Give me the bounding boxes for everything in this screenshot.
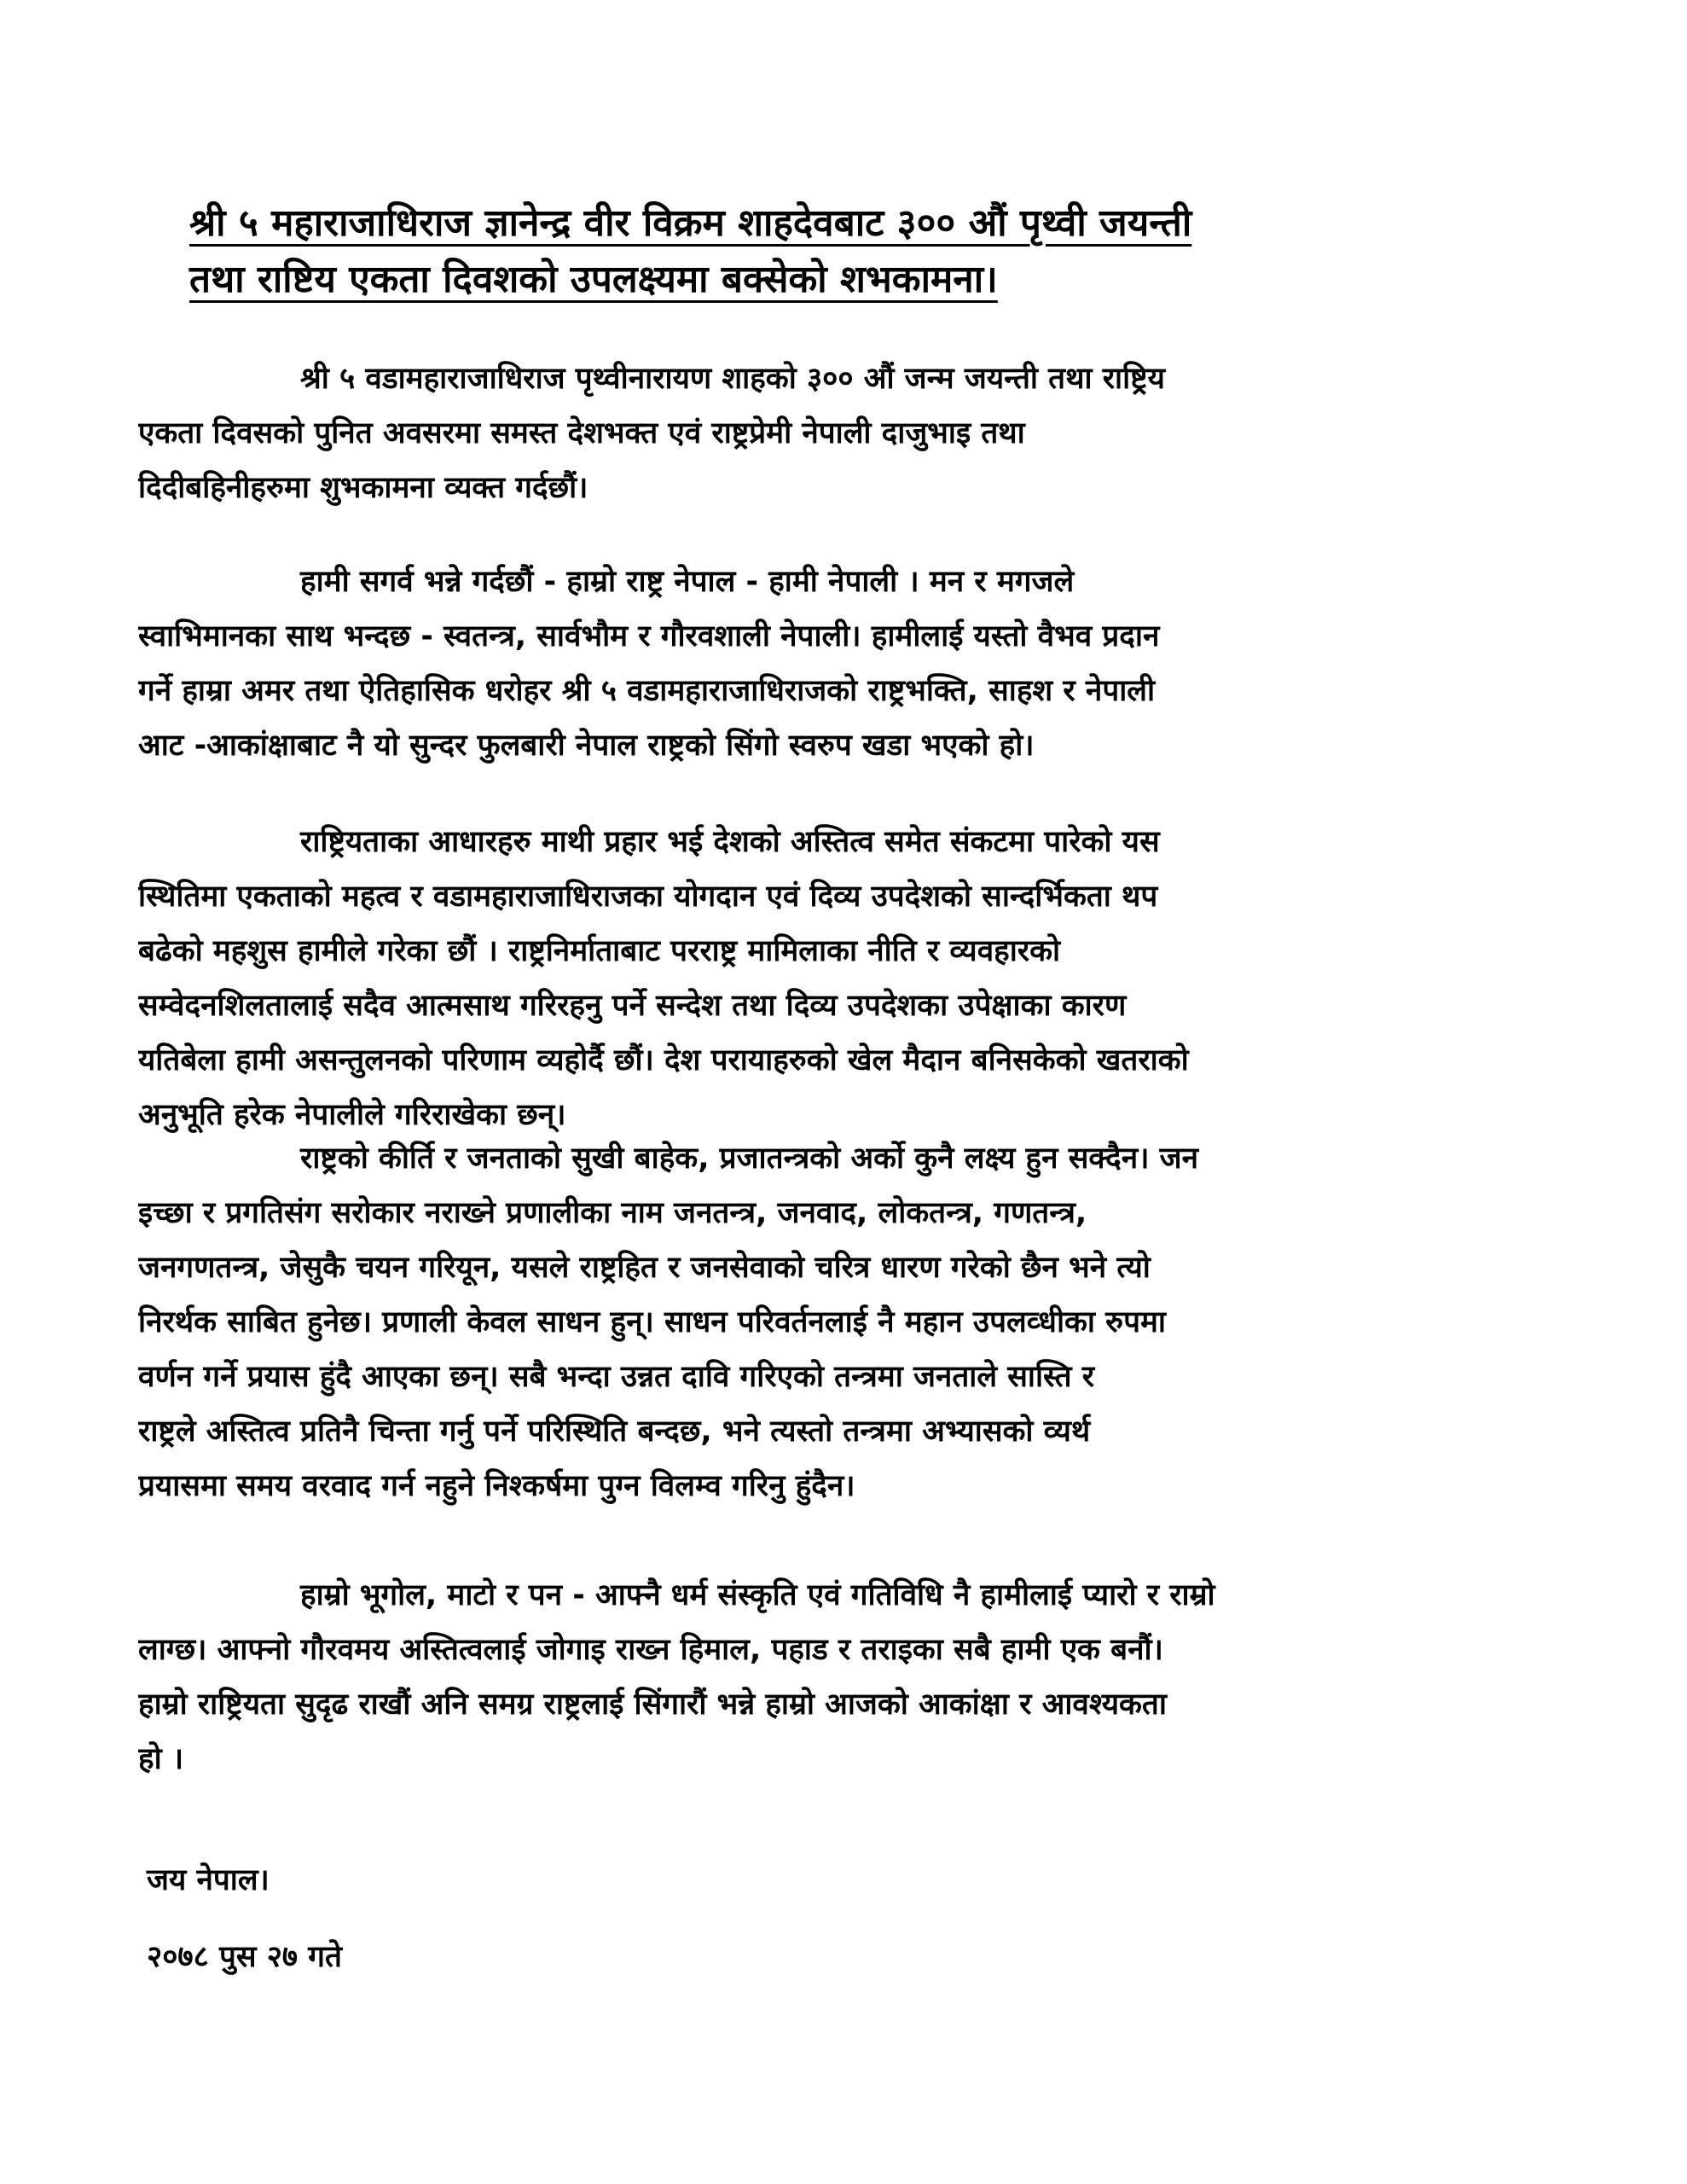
paragraph-line: प्रयासमा समय वरवाद गर्न नहुने निश्कर्षमा पुग्न विलम्व गरिनु हुंदैन। <box>138 1469 855 1503</box>
paragraph-line: हो । <box>138 1742 184 1776</box>
paragraph-line: निरर्थक साबित हुनेछ। प्रणाली केवल साधन हुन्। साधन परिवर्तनलाई नै महान उपलव्धीका रुपमा <box>138 1305 1166 1339</box>
paragraph-line: यतिबेला हामी असन्तुलनको परिणाम व्यहोर्दै छौं। देश परायाहरुको खेल मैदान बनिसकेको खतराको <box>138 1043 1189 1077</box>
document-title-line-2: तथा राष्टिय एकता दिवशको उपलक्ष्यमा बक्सेको शभकामना। <box>189 258 998 301</box>
paragraph-line: अनुभूति हरेक नेपालीले गरिराखेका छन्। <box>138 1098 566 1132</box>
paragraph-line: एकता दिवसको पुनित अवसरमा समस्त देशभक्त एवं राष्ट्रप्रेमी नेपाली दाजुभाइ तथा <box>138 416 1025 450</box>
paragraph-line: जनगणतन्त्र, जेसुकै चयन गरियून, यसले राष्ट्रहित र जनसेवाको चरित्र धारण गरेको छैन भने त्यो <box>138 1251 1151 1285</box>
paragraph-nationalism <box>138 815 1491 1142</box>
paragraph-line: हामी सगर्व भन्ने गर्दछौं - हाम्रो राष्ट्र नेपाल - हामी नेपाली । मन र मगजले <box>300 565 1075 599</box>
paragraph-line: सम्वेदनशिलतालाई सदैव आत्मसाथ गरिरहनु पर्ने सन्देश तथा दिव्य उपदेशका उपेक्षाका कारण <box>138 989 1127 1023</box>
document-title-line-1: श्री ५ महाराजाधिराज ज्ञानेन्द्र वीर विक्रम शाहदेवबाट ३०० औं पृथ्वी जयन्ती <box>189 201 1192 245</box>
paragraph-line: स्थितिमा एकताको महत्व र वडामहाराजाधिराजका योगदान एवं दिव्य उपदेशको सान्दर्भिकता थप <box>138 880 1158 914</box>
paragraph-line: हाम्रो भूगोल, माटो र पन - आफ्नै धर्म संस्कृति एवं गतिविधि नै हामीलाई प्यारो र राम्रो <box>300 1578 1215 1612</box>
paragraph-line: लाग्छ। आफ्नो गौरवमय अस्तित्वलाई जोगाइ राख्न हिमाल, पहाड र तराइका सबै हामी एक बनौं। <box>138 1633 1163 1667</box>
paragraph-line: इच्छा र प्रगतिसंग सरोकार नराख्ने प्रणालीका नाम जनतन्त्र, जनवाद, लोकतन्त्र, गणतन्त्र, <box>138 1196 1087 1230</box>
paragraph-line: श्री ५ वडामहाराजाधिराज पृथ्वीनारायण शाहको ३०० औं जन्म जयन्ती तथा राष्ट्रिय <box>300 362 1165 396</box>
paragraph-line: राष्ट्रको कीर्ति र जनताको सुखी बाहेक, प्रजातन्त्रको अर्को कुनै लक्ष्य हुन सक्दैन। जन <box>300 1141 1199 1176</box>
paragraph-line: दिदीबहिनीहरुमा शुभकामना व्यक्त गर्दछौं। <box>138 471 588 505</box>
paragraph-pride <box>138 555 1491 773</box>
paragraph-line: राष्ट्रले अस्तित्व प्रतिनै चिन्ता गर्नु पर्ने परिस्थिति बन्दछ, भने त्यस्तो तन्त्रमा अभ्यासको व्यर्थ <box>138 1414 1091 1449</box>
paragraph-democracy <box>138 1131 1491 1513</box>
paragraph-line: स्वाभिमानका साथ भन्दछ - स्वतन्त्र, सार्वभौम र गौरवशाली नेपाली। हामीलाई यस्तो वैभव प्रदान <box>138 619 1160 653</box>
closing-salutation: जय नेपाल। <box>147 1863 270 1897</box>
document-date: २०७८ पुस २७ गते <box>147 1940 342 1974</box>
paragraph-line: आट -आकांक्षाबाट नै यो सुन्दर फुलबारी नेपाल राष्ट्रको सिंगो स्वरुप खडा भएको हो। <box>138 729 1035 763</box>
paragraph-unity <box>138 1568 1491 1786</box>
paragraph-greeting <box>138 351 1491 515</box>
paragraph-line: राष्ट्रियताका आधारहरु माथी प्रहार भई देशको अस्तित्व समेत संकटमा पारेको यस <box>300 825 1160 859</box>
paragraph-line: बढेको महशुस हामीले गरेका छौं । राष्ट्रनिर्माताबाट परराष्ट्र मामिलाका नीति र व्यवहारको <box>138 934 1061 968</box>
paragraph-line: गर्ने हाम्रा अमर तथा ऐतिहासिक धरोहर श्री ५ वडामहाराजाधिराजको राष्ट्रभक्ति, साहश र नेपाली <box>138 674 1156 708</box>
paragraph-line: वर्णन गर्ने प्रयास हुंदै आएका छन्। सबै भन्दा उन्नत दावि गरिएको तन्त्रमा जनताले सास्ति र <box>138 1360 1095 1394</box>
paragraph-line: हाम्रो राष्ट्रियता सुदृढ राखौं अनि समग्र राष्ट्रलाई सिंगारौं भन्ने हाम्रो आजको आकांक्षा र आवश्यकता <box>138 1687 1167 1722</box>
